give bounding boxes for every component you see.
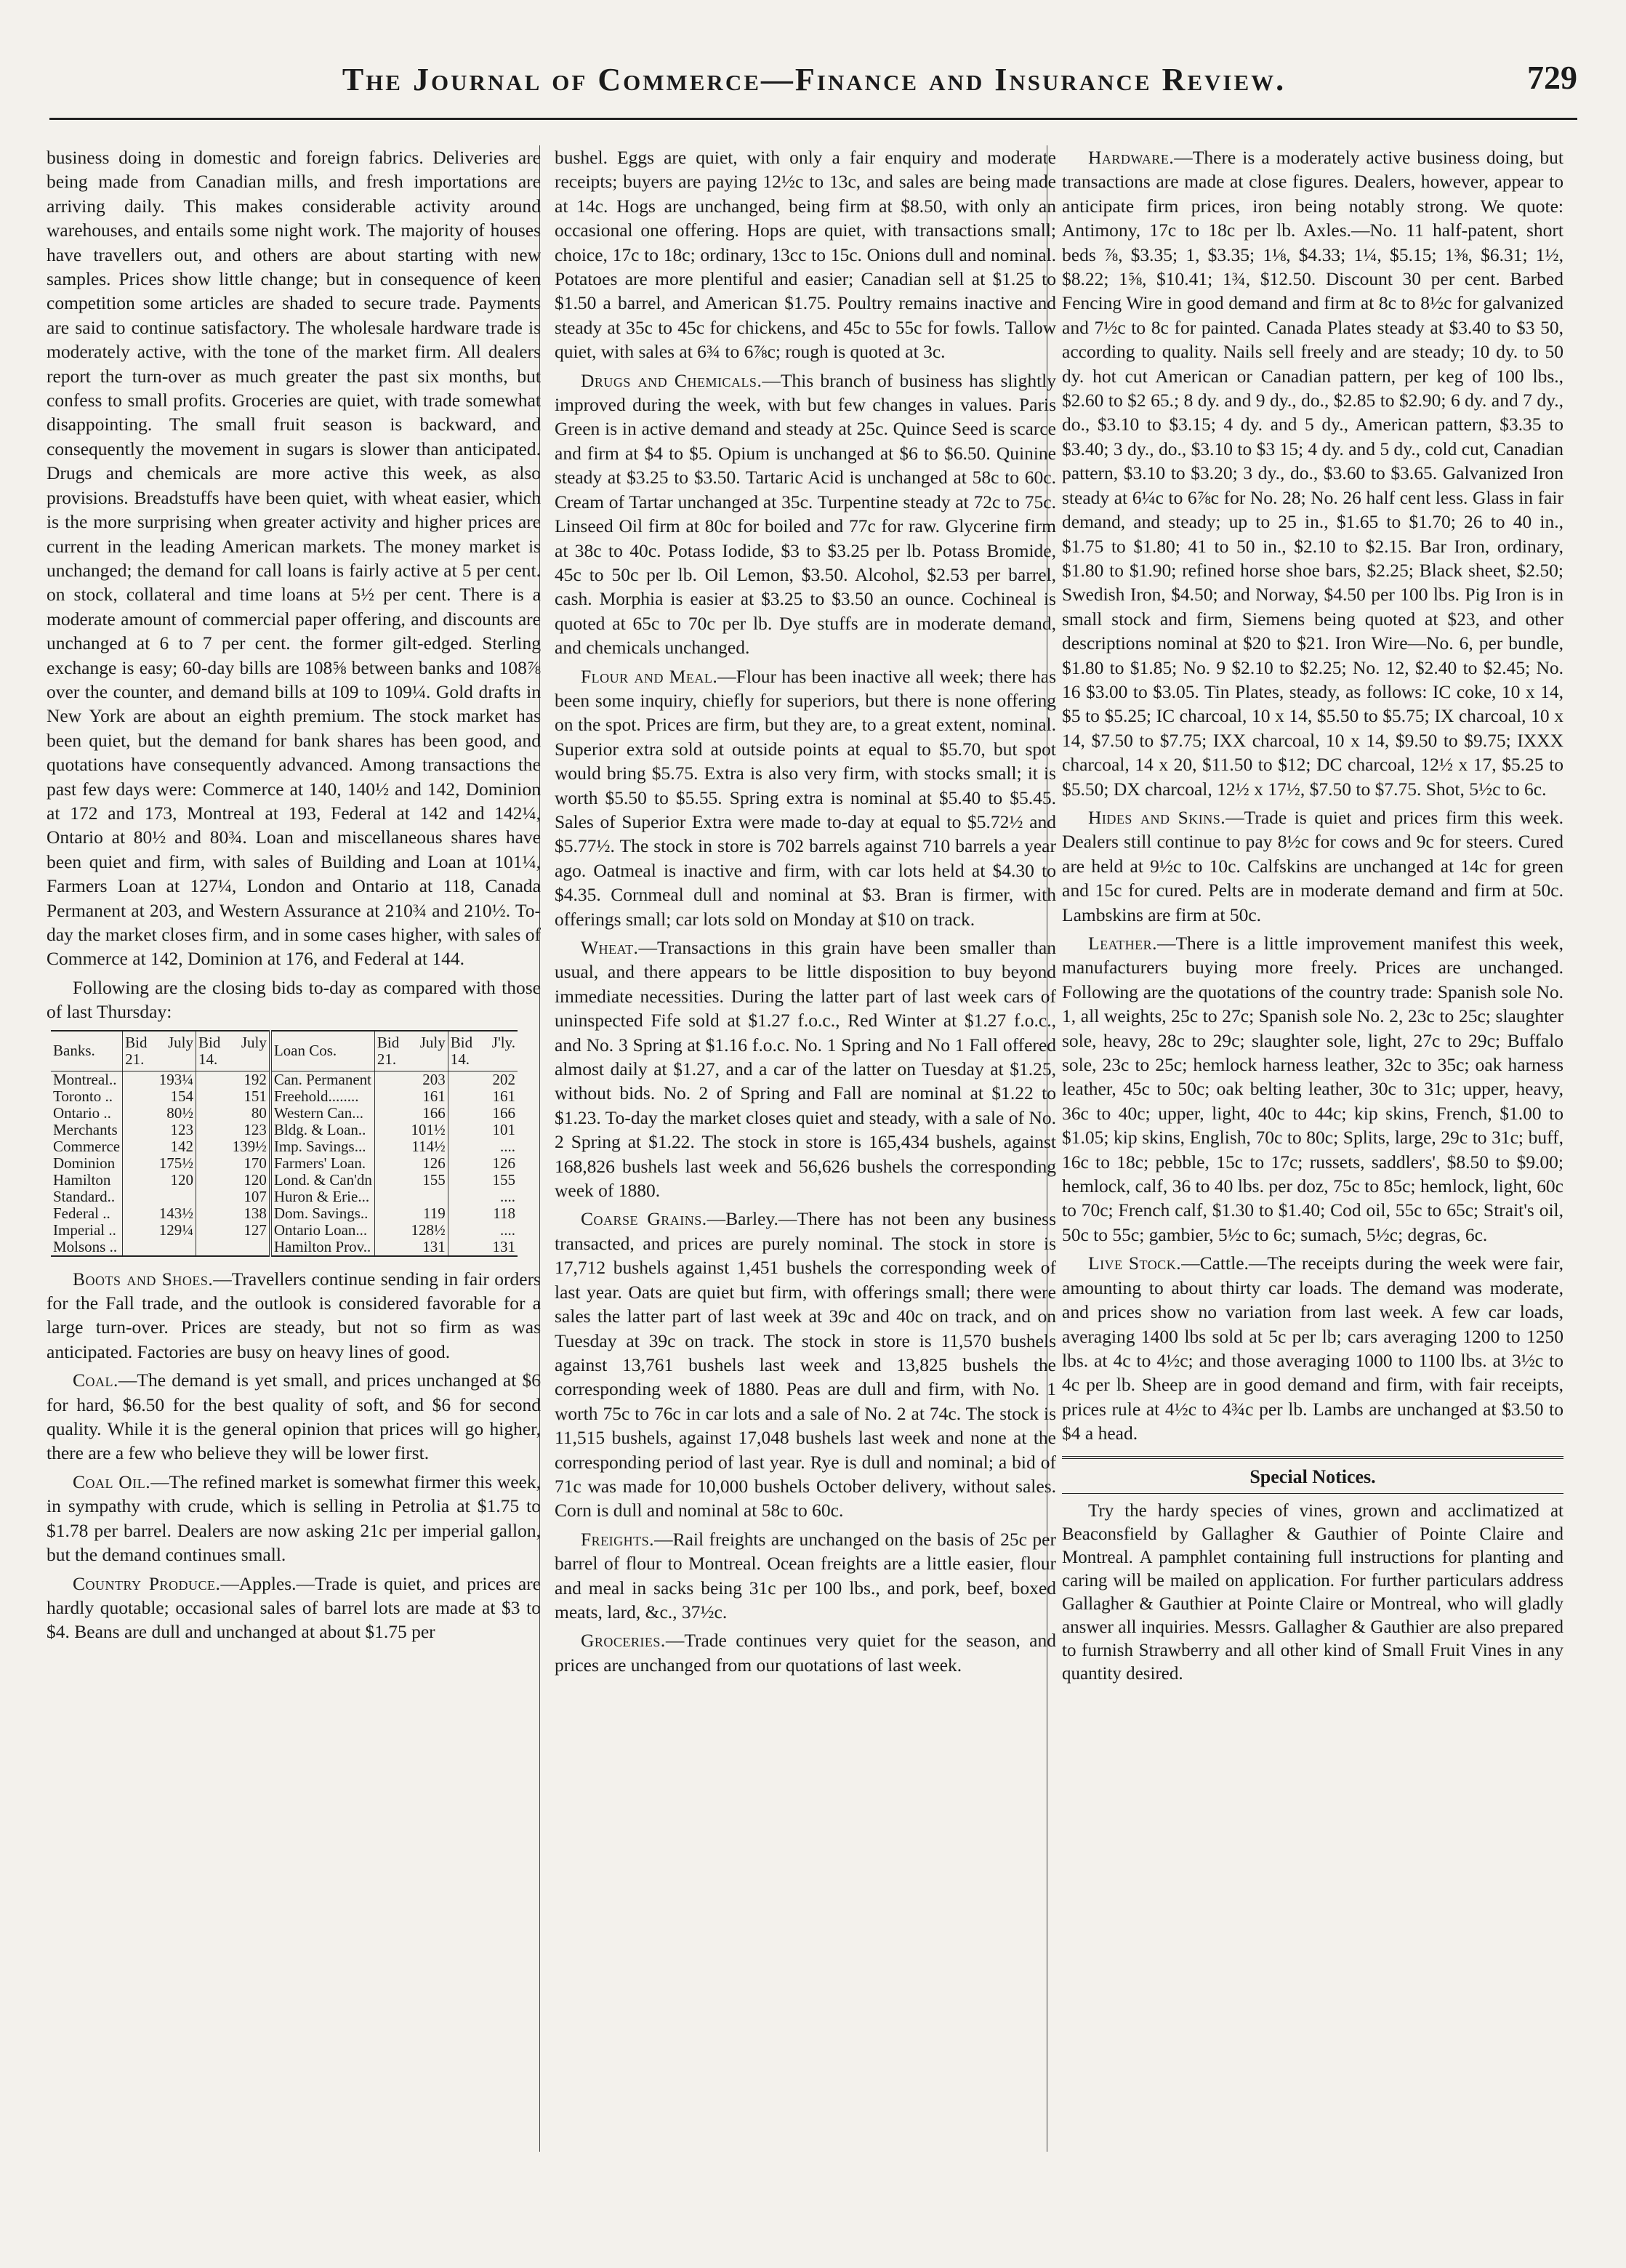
coarse-grains-heading: Coarse Grains.: [581, 1208, 707, 1230]
loan-bid-july-14: 131: [492, 1237, 515, 1255]
bank-bid-july-21: 123: [123, 1122, 196, 1138]
produce-text: —Apples.—Trade is quiet, and prices are hardly quotable; occasional sales of barrel lots are made at $3 to $4. Beans are dull and unchanged at about $1.75 per: [47, 1572, 541, 1643]
table-row: [51, 1205, 518, 1222]
bank-bid-july-14: [196, 1239, 270, 1256]
table-row: [51, 1155, 518, 1172]
bank-name: Merchants: [51, 1122, 123, 1138]
table-header-row: [51, 1031, 518, 1071]
coal-oil-text: —The refined market is somewhat firmer this week, in sympathy with crude, which is selling in Petrolia at $1.75 to $1.78 per barrel. Dealers are now asking 21c per imperial gallon, but the demand continues small.: [47, 1471, 541, 1566]
loan-bid-july-14: 118: [493, 1204, 515, 1222]
bank-name: Standard..: [51, 1189, 123, 1205]
special-notice-text: Try the hardy species of vines, grown and acclimatized at Beaconsfield by Gallagher & Gauthier of Pointe Claire and Montreal. A pamphlet containing full instructions for planting and caring will be mailed on application. For further particulars address Gallagher & Gauthier at Pointe Claire or Montreal, who will gladly answer all inquiries. Messrs. Gallagher & Gauthier are also prepared to furnish Strawberry and all other kind of Small Fruit Vines in any quantity desired.: [1062, 1500, 1563, 1684]
bank-bid-july-21: 120: [123, 1172, 196, 1189]
loan-bid-july-14: 101: [492, 1120, 515, 1138]
table-row: [51, 1138, 518, 1155]
table-row: [51, 1088, 518, 1105]
leather-text: —There is a little improvement manifest this week, manufacturers buying more freely. Prices are unchanged. Following are the quotations of the country trade: Spanish sole No. 1, all weights, 25c to 27c; Spanish sole No. 2, 23c to 25c; slaughter sole, heavy, 28c to 29c; slaughter sole, light, 27c to 29c; Buffalo sole, 23c to 25c; hemlock harness leather, 32c to 35c; oak harness leather, 45c to 50c; oak belting leather, 30c to 31c; upper, heavy, 36c to 40c; upper, light, 40c to 44c; kip skins, French, $1.00 to $1.05; kip skins, English, 70c to 80c; Splits, large, 29c to 31c; buff, 16c to 18c; pebble, 15c to 17c; russets, saddlers', $8.50 to $9.00; hemlock, calf, 36 to 40 lbs. per doz, 75c to 85c; hemlock, light, 60c to 70c; French calf, $1.30 to $1.40; Cod oil, 55c to 65c; Strait's oil, 50c to 55c; gambier, 5½c to 6c; sumach, 5½c; degras, 6c.: [1062, 933, 1563, 1245]
table-body: [51, 1071, 518, 1256]
drugs-heading: Drugs and Chemicals.: [581, 369, 762, 391]
header-bid-july-21: Bid July 21.: [123, 1031, 196, 1071]
bank-bid-july-14: 120: [196, 1172, 270, 1189]
bank-name: Ontario ..: [51, 1105, 123, 1122]
flour-text: —Flour has been inactive all week; there has been some inquiry, chiefly for superiors, but there is none offering on the spot. Prices are firm, but they are, to a great extent, nominal. Superior extra sold at outside points at equal to $5.70, but spot would bring $5.75. Extra is also very firm, with stocks small; it is worth $5.50 to $5.55. Spring extra is nominal at $5.40 to $5.45. Sales of Superior Extra were made to-day at equal to $5.72½ and $5.77½. The stock in store is 702 barrels against 710 barrels a year ago. Oatmeal is inactive and firm, with car lots held at $4.30 to $4.35. Cornmeal dull and nominal at $3. Bran is firmer, with offerings small; car lots sold on Monday at $10 on track.: [555, 665, 1056, 930]
produce-continued: bushel. Eggs are quiet, with only a fair enquiry and moderate receipts; buyers are paying 12½c to 13c, and sales are being made at 14c. Hogs are unchanged, being firm at $8.50, with only an occasional one offering. Hops are quiet, with transactions small; choice, 17c to 18c; ordinary, 13cc to 15c. Onions dull and nominal. Potatoes are more plentiful and easier; Canadian sell at $1.25 to $1.50 a barrel, and American $1.75. Poultry remains inactive and steady at 35c to 45c for chickens, and 45c to 55c for fowls. Tallow quiet, with sales at 6¾ to 6⅞c; rough is quoted at 3c.: [555, 147, 1056, 363]
bank-bid-july-21: 129¼: [123, 1222, 196, 1239]
bank-bid-july-14: 139½: [196, 1138, 270, 1155]
table-row: [51, 1189, 518, 1205]
bids-intro: Following are the closing bids to-day as compared with those of last Thursday:: [47, 976, 541, 1023]
loan-co-name: Bldg. & Loan..: [270, 1122, 375, 1138]
loan-bid-july-14: ....: [500, 1187, 515, 1205]
loan-co-name: Can. Permanent: [270, 1071, 375, 1088]
loan-bid-july-21: 203: [374, 1071, 448, 1088]
loan-bid-july-21: 161: [374, 1088, 448, 1105]
coarse-grains-text: —Barley.—There has not been any business transacted, and prices are purely nominal. The stock in store is 17,712 bushels against 1,451 bushels the corresponding week of last year. Oats are quiet but firm, with offerings small; there were sales the latter part of last week at 39c and 40c on track, and on Tuesday at 39c on track. The stock in store is 11,570 bushels against 13,761 bushels last week and 13,825 bushels the corresponding week of 1880. Peas are dull and firm, with No. 1 worth 75c to 76c in car lots and a sale of No. 2 at 74c. The stock is 11,515 bushels, against 17,048 bushels last week and none at the corresponding period of last year. Rye is dull and nominal; a bid of 71c was made for 10,000 bushels October delivery, without sales. Corn is dull and nominal at 58c to 60c.: [555, 1208, 1056, 1521]
bank-name: Imperial ..: [51, 1222, 123, 1239]
header-bid-july-21-loans: Bid July 21.: [374, 1031, 448, 1071]
coal-oil-heading: Coal Oil.: [73, 1471, 151, 1492]
loan-co-name: Ontario Loan...: [270, 1222, 375, 1239]
flour-heading: Flour and Meal.: [581, 665, 718, 687]
header-bid-july-14-loans: Bid J'ly. 14.: [448, 1031, 518, 1071]
special-notices: [1062, 1456, 1563, 1686]
table-row: [51, 1122, 518, 1138]
loan-bid-july-21: 166: [374, 1105, 448, 1122]
header-banks: Banks.: [51, 1031, 123, 1071]
hardware-text: —There is a moderately active business doing, but transactions are made at close figures. Dealers, however, appear to anticipate firm prices, iron being notably strong. We quote: Antimony, 17c to 18c per lb. Axles.—No. 11 half-patent, short beds ⅞, $3.35; 1, $3.35; 1⅛, $4.33; 1¼, $5.15; 1⅜, $6.31; 1½, $8.22; 1⅝, $10.41; 1¾, $12.50. Discount 30 per cent. Barbed Fencing Wire in good demand and firm at 8c to 8½c for galvanized and 7½c to 8c for painted. Canada Plates steady at $3.40 to $3 50, according to quality. Nails sell freely and are steady; 10 dy. to 50 dy. hot cut American or Canadian pattern, per keg of 100 lbs., $2.60 to $2 65.; 8 dy. and 9 dy., do., $2.85 to $2.90; 6 dy. and 7 dy., do., $3.10 to $3.15; 4 dy. and 5 dy., American pattern, $3.35 to $3.40; 3 dy., do., $3.10 to $3 15; 4 dy. and 5 dy., cold cut, Canadian pattern, $3.10 to $3.20; 3 dy., do., $3.60 to $3.65. Galvanized Iron steady at 6¼c to 6⅞c for No. 28; No. 26 half cent less. Glass in fair demand, and steady; up to 25 in., $1.65 to $1.70; 26 to 40 in., $1.75 to $1.80; 41 to 50 in., $2.10 to $2.15. Bar Iron, ordinary, $1.80 to $1.90; refined horse shoe bars, $2.25; Black sheet, $2.50; Swedish Iron, $4.50; and Norway, $4.50 per 100 lbs. Pig Iron is in small stock and firm, Siemens being quoted at $23, and other descriptions nominal at $20 to $21. Iron Wire—No. 6, per bundle, $1.80 to $1.85; No. 9 $2.10 to $2.25; No. 12, $2.40 to $2.45; No. 16 $3.00 to $3.05. Tin Plates, steady, as follows: IC coke, 10 x 14, $5 to $5.25; IC charcoal, 10 x 14, $5.50 to $5.75; IX charcoal, 10 x 14, $7.50 to $7.75; IXX charcoal, 10 x 14, $9.50 to $9.75; IXXX charcoal, 14 x 20, $11.50 to $12; DC charcoal, 12½ x 17, $5.25 to $5.50; DX charcoal, 12½ x 17½, $7.50 to $7.75. Shot, 5½c to 6c.: [1062, 147, 1563, 800]
bank-name: Toronto ..: [51, 1088, 123, 1105]
hides-text: —Trade is quiet and prices firm this week. Dealers still continue to pay 8½c for cows and 9c for steers. Cured are held at 9½c to 10c. Calfskins are unchanged at 14c for green and 15c for cured. Pelts are in moderate demand and firm at 50c. Lambskins are firm at 50c.: [1062, 806, 1563, 925]
coal-text: —The demand is yet small, and prices unchanged at $6 for hard, $6.50 for the best quality of soft, and $6 for second quality. While it is the general opinion that prices will go higher, there are a few who believe they will be lower first.: [47, 1370, 541, 1464]
loan-bid-july-21: 119: [374, 1205, 448, 1222]
groceries-heading: Groceries.: [581, 1630, 666, 1652]
loan-bid-july-21: 114½: [374, 1138, 448, 1155]
bank-bid-july-21: [123, 1239, 196, 1256]
loan-bid-july-21: 126: [374, 1155, 448, 1172]
bank-bid-july-21: 154: [123, 1088, 196, 1105]
loan-co-name: Imp. Savings...: [270, 1138, 375, 1155]
loan-bid-july-14: 126: [492, 1154, 515, 1172]
loan-bid-july-21: 101½: [374, 1122, 448, 1138]
table-row: [51, 1239, 518, 1256]
loan-bid-july-21: 128½: [374, 1222, 448, 1239]
loan-co-name: Huron & Erie...: [270, 1189, 375, 1205]
boots-heading: Boots and Shoes.: [73, 1268, 214, 1290]
freights-heading: Freights.: [581, 1528, 655, 1550]
bank-bid-july-14: 127: [196, 1222, 270, 1239]
bank-name: Montreal..: [51, 1071, 123, 1088]
bank-name: Molsons ..: [51, 1239, 123, 1256]
loan-bid-july-21: 131: [374, 1239, 448, 1256]
bank-bid-july-21: 80½: [123, 1105, 196, 1122]
drugs-text: —This branch of business has slightly improved during the week, with but few changes in values. Paris Green is in active demand and steady at 25c. Quince Seed is scarce and firm at $4 to $5. Opium is unchanged at $6 to $6.50. Quinine steady at $3.25 to $3.50. Tartaric Acid is unchanged at 58c to 60c. Cream of Tartar unchanged at 35c. Turpentine steady at 72c to 75c. Linseed Oil firm at 80c for boiled and 77c for raw. Glycerine firm at 38c to 40c. Potass Iodide, $3 to $3.25 per lb. Potass Bromide, 45c to 50c per lb. Oil Lemon, $3.50. Alcohol, $2.53 per barrel, cash. Morphia is easier at $3.25 to $3.50 an ounce. Cochineal is quoted at 65c to 70c per lb. Dye stuffs are in moderate demand, and chemicals unchanged.: [555, 369, 1056, 659]
loan-bid-july-14: 166: [492, 1103, 515, 1122]
loan-co-name: Dom. Savings..: [270, 1205, 375, 1222]
bank-bid-july-14: 80: [196, 1105, 270, 1122]
bank-bid-july-14: 107: [196, 1189, 270, 1205]
loan-bid-july-14: ....: [500, 1221, 515, 1239]
loan-bid-july-14: ....: [500, 1137, 515, 1155]
journal-title: The Journal of Commerce—Finance and Insurance Review.: [342, 62, 1287, 97]
header-loan-cos: Loan Cos.: [270, 1031, 375, 1071]
loan-co-name: Farmers' Loan.: [270, 1155, 375, 1172]
table-row: [51, 1172, 518, 1189]
produce-heading: Country Produce.: [73, 1572, 221, 1594]
loan-co-name: Freehold........: [270, 1088, 375, 1105]
column-2: [539, 145, 1056, 2152]
table-row: [51, 1105, 518, 1122]
wheat-heading: Wheat.: [581, 937, 639, 958]
table-row: [51, 1222, 518, 1239]
hides-heading: Hides and Skins.: [1088, 806, 1226, 828]
bank-bid-july-21: 143½: [123, 1205, 196, 1222]
loan-co-name: Hamilton Prov..: [270, 1239, 375, 1256]
live-stock-text: —Cattle.—The receipts during the week were fair, amounting to about thirty car loads. The demand was moderate, and prices show no variation from last week. A few car loads, averaging 1400 lbs sold at 5c per lb; cars averaging 1200 to 1250 lbs. at 4c to 4½c; and those averaging 1000 to 1100 lbs. at 3½c to 4c per lb. Sheep are in good demand and firm, with fair receipts, prices rule at 4½c to 4¾c per lb. Lambs are unchanged at $3.50 to $4 a head.: [1062, 1252, 1563, 1444]
loan-co-name: Lond. & Can'dn: [270, 1172, 375, 1189]
live-stock-heading: Live Stock.: [1088, 1252, 1182, 1274]
wheat-text: —Transactions in this grain have been smaller than usual, and there appears to be little disposition to buy beyond immediate necessities. During the latter part of last week cars of uninspected Fife sold at $1.27 f.o.c., Red Winter at $1.27 f.o.c., and No. 3 Spring at $1.16 f.o.c. No. 1 Spring and No 1 Fall offered almost daily at $1.27, and a car of the latter on Tuesday at $1.25, without bids. No. 2 of Spring and Fall are nominal at $1.22 to $1.23. To-day the market closes quiet and steady, with a sale of No. 2 Spring at $1.22. The stock in store is 165,434 bushels, against 168,826 bushels last week and 56,626 bushels the corresponding week of 1880.: [555, 937, 1056, 1202]
page-number: 729: [1527, 59, 1577, 96]
loan-bid-july-14: 161: [492, 1087, 515, 1105]
bank-bid-july-14: 138: [196, 1205, 270, 1222]
special-notices-title: Special Notices.: [1062, 1465, 1563, 1494]
bank-bid-july-14: 151: [196, 1088, 270, 1105]
header-bid-july-14: Bid July 14.: [196, 1031, 270, 1071]
freights-text: —Rail freights are unchanged on the basis of 25c per barrel of flour to Montreal. Ocean freights are a little easier, flour and meal in sacks being 31c per 100 lbs., and pork, beef, boxed meats, lard, &c., 37½c.: [555, 1528, 1056, 1622]
bank-name: Dominion: [51, 1155, 123, 1172]
page-header: [44, 57, 1585, 115]
header-rule: [49, 118, 1577, 120]
bank-bid-july-14: 170: [196, 1155, 270, 1172]
column-1: [47, 145, 541, 2152]
table-row: [51, 1071, 518, 1088]
loan-bid-july-21: 155: [374, 1172, 448, 1189]
loan-bid-july-21: [374, 1189, 448, 1205]
loan-bid-july-14: 202: [492, 1070, 515, 1088]
closing-bids-table: [51, 1030, 518, 1257]
bank-name: Commerce: [51, 1138, 123, 1155]
loan-co-name: Western Can...: [270, 1105, 375, 1122]
bank-bid-july-21: 175½: [123, 1155, 196, 1172]
bank-bid-july-21: 142: [123, 1138, 196, 1155]
bank-name: Federal ..: [51, 1205, 123, 1222]
boots-text: —Travellers continue sending in fair orders for the Fall trade, and the outlook is considered favorable for a large turn-over. Prices are steady, but not so firm as was anticipated. Factories are busy on heavy lines of good.: [47, 1268, 541, 1362]
bank-bid-july-21: 193¼: [123, 1071, 196, 1088]
leather-heading: Leather.: [1088, 933, 1157, 954]
bank-name: Hamilton: [51, 1172, 123, 1189]
groceries-text: —Trade continues very quiet for the season, and prices are unchanged from our quotations of last week.: [555, 1630, 1056, 1676]
bank-bid-july-21: [123, 1189, 196, 1205]
coal-heading: Coal.: [73, 1370, 118, 1391]
column-3: [1047, 145, 1563, 2152]
bank-bid-july-14: 123: [196, 1122, 270, 1138]
bank-bid-july-14: 192: [196, 1071, 270, 1088]
loan-bid-july-14: 155: [492, 1170, 515, 1189]
hardware-heading: Hardware.: [1088, 147, 1175, 168]
market-summary: business doing in domestic and foreign fabrics. Deliveries are being made from Canadian mills, and fresh importations are arriving daily. This makes considerable activity around warehouses, and entails some night work. The majority of houses have travellers out, and others are about starting with new samples. Prices show little change; but in consequence of keen competition some articles are shaded to secure trade. Payments are said to continue satisfactory. The wholesale hardware trade is moderately active, with the tone of the market firm. All dealers report the turn-over as much greater the past six months, but confess to small profits. Groceries are quiet, with trade somewhat disappointing. The small fruit season is backward, and consequently the movement in sugars is slower than anticipated. Drugs and chemicals are more active this week, as also provisions. Breadstuffs have been quiet, with wheat easier, which is the more surprising when greater activity and higher prices are current in the leading American markets. The money market is unchanged; the demand for call loans is fairly active at 5 per cent. on stock, collateral and time loans at 5½ per cent. There is a moderate amount of commercial paper offering, and discounts are unchanged at 6 to 7 per cent. the former gilt-edged. Sterling exchange is easy; 60-day bills are 108⅝ between banks and 108⅞ over the counter, and demand bills at 109 to 109¼. Gold drafts in New York are about an eighth premium. The stock market has been quiet, but the demand for bank shares has been good, and quotations have consequently advanced. Among transactions the past few days were: Commerce at 140, 140½ and 142, Dominion at 172 and 173, Montreal at 193, Federal at 142 and 142¼, Ontario at 80½ and 80¾. Loan and miscellaneous shares have been quiet and firm, with sales of Building and Loan at 101¼, Farmers Loan at 127¼, London and Ontario at 118, Canada Permanent at 203, and Western Assurance at 210¾ and 210½. To-day the market closes firm, and in some cases higher, with sales of Commerce at 142, Dominion at 176, and Federal at 144.: [47, 147, 541, 970]
